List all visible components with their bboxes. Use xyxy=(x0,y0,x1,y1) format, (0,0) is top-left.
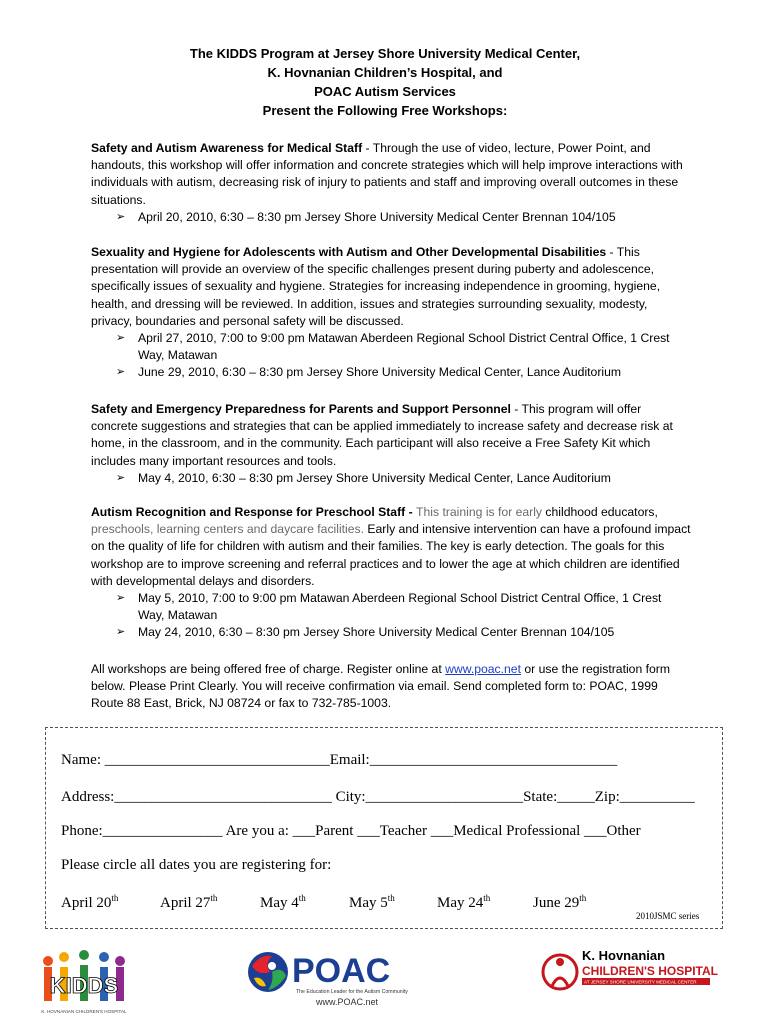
arrow-bullet-icon: ➢ xyxy=(116,592,126,605)
hospital-name-line-1: K. Hovnanian xyxy=(582,948,666,963)
workshop-1 xyxy=(91,140,691,226)
date-option-may-4[interactable]: May 4th xyxy=(260,893,306,911)
series-label: 2010JSMC series xyxy=(636,911,700,921)
workshop-2 xyxy=(91,244,691,382)
workshop-3-dates xyxy=(91,470,691,487)
date-item: ➢ May 4, 2010, 6:30 – 8:30 pm Jersey Shore University Medical Center, Lance Auditorium xyxy=(138,470,691,487)
workshop-1-description: Safety and Autism Awareness for Medical Staff - Through the use of video, lecture, Power Point, and handouts, this workshop will offer information and concrete strategies which will help improve interactions with individuals with autism, decreasing risk of injury to patients and staff and improving overall outcomes in these situations. xyxy=(91,141,683,207)
arrow-bullet-icon: ➢ xyxy=(116,626,126,639)
poac-globe-icon xyxy=(248,952,288,992)
arrow-bullet-icon: ➢ xyxy=(116,332,126,345)
registration-info: All workshops are being offered free of charge. Register online at www.poac.net or use the registration form below. Please Print Clearly. You will receive confirmation via email. Send completed form to: POAC, 1999 Route 88 East, Brick, NJ 08724 or fax to 732-785-1003. xyxy=(91,662,670,711)
workshop-2-heading: Sexuality and Hygiene for Adolescents with Autism and Other Developmental Disabilities xyxy=(91,245,607,259)
date-item: ➢ June 29, 2010, 6:30 – 8:30 pm Jersey Shore University Medical Center, Lance Auditorium xyxy=(138,364,691,381)
poac-tagline: The Education Leader for the Autism Community xyxy=(296,989,408,995)
date-item: ➢ May 5, 2010, 7:00 to 9:00 pm Matawan Aberdeen Regional School District Central Office, 1 Crest Way, Matawan xyxy=(116,591,662,623)
title-line-3: POAC Autism Services xyxy=(314,84,456,99)
kidds-caption: K. HOVNANIAN CHILDREN'S HOSPITAL xyxy=(41,1009,127,1014)
workshop-2-dates xyxy=(91,330,691,382)
arrow-bullet-icon: ➢ xyxy=(116,210,126,223)
document-title xyxy=(0,44,770,120)
name-email-field[interactable]: Name: ______________________________Email:_________________________________ xyxy=(61,752,618,768)
hospital-logo xyxy=(540,942,720,1002)
workshop-3-description: Safety and Emergency Preparedness for Parents and Support Personnel - This program will offer concrete suggestions and strategies that can be applied immediately to increase safety and decrease risk at home, in the classroom, and in the community. Each participant will also receive a Free Safety Kit which includes many important resources and tools. xyxy=(91,402,673,468)
date-item: ➢ April 27, 2010, 7:00 to 9:00 pm Matawan Aberdeen Regional School District Central Office, 1 Crest Way, Matawan xyxy=(116,331,670,363)
title-line-2: K. Hovnanian Children’s Hospital, and xyxy=(267,65,503,80)
date-option-april-27[interactable]: April 27th xyxy=(160,893,218,911)
workshop-1-heading: Safety and Autism Awareness for Medical Staff xyxy=(91,141,363,155)
title-line-1: The KIDDS Program at Jersey Shore University Medical Center, xyxy=(189,46,581,61)
hospital-name-line-3: AT JERSEY SHORE UNIVERSITY MEDICAL CENTER xyxy=(584,979,697,985)
workshop-2-description: Sexuality and Hygiene for Adolescents with Autism and Other Developmental Disabilities - This presentation will provide an overview of the specific challenges present during puberty and adolescence, specifically issues of sexuality and hygiene. Strategies for increasing independence in grooming, hygiene, health, and dressing will be reviewed. In addition, issues and strategies surrounding sexuality, modesty, privacy, boundaries and personal safety will be discussed. xyxy=(91,245,661,328)
workshop-4-heading: Autism Recognition and Response for Preschool Staff - xyxy=(91,505,417,519)
title-line-4: Present the Following Free Workshops: xyxy=(262,103,508,118)
date-option-may-24[interactable]: May 24th xyxy=(437,893,491,911)
kidds-wordmark: KIDDS xyxy=(49,973,119,998)
address-field[interactable]: Address:_____________________________ City:_____________________State:_____Zip:__________ xyxy=(61,789,695,805)
date-option-april-20[interactable]: April 20th xyxy=(61,893,119,911)
workshop-4-description: Autism Recognition and Response for Preschool Staff - This training is for early childhood educators, preschools, learning centers and daycare facilities. Early and intensive intervention can have a profound impact on the quality of life for children with autism and their families. The key is early detection. The goals for this workshop are to improve screening and referral practices and to lower the age at which children are identified with developmental delays and disorders. xyxy=(91,505,691,588)
phone-role-field[interactable]: Phone:________________ Are you a: ___Parent ___Teacher ___Medical Professional ___Other xyxy=(61,823,641,839)
poac-website-link[interactable]: www.poac.net xyxy=(445,662,521,676)
date-option-june-29[interactable]: June 29th xyxy=(533,893,587,911)
workshop-4-dates xyxy=(91,590,691,642)
workshop-3 xyxy=(91,401,691,487)
poac-url: www.POAC.net xyxy=(316,997,379,1007)
circle-dates-prompt: Please circle all dates you are registering for: xyxy=(61,857,332,873)
workshop-1-dates xyxy=(91,209,691,226)
poac-wordmark: POAC xyxy=(292,952,391,990)
hospital-child-icon xyxy=(543,955,577,989)
date-option-may-5[interactable]: May 5th xyxy=(349,893,395,911)
date-item: ➢ May 24, 2010, 6:30 – 8:30 pm Jersey Shore University Medical Center Brennan 104/105 xyxy=(138,624,691,641)
workshop-4 xyxy=(91,504,691,642)
arrow-bullet-icon: ➢ xyxy=(116,366,126,379)
arrow-bullet-icon: ➢ xyxy=(116,471,126,484)
hospital-name-line-2: CHILDREN'S HOSPITAL xyxy=(582,964,718,978)
date-item: ➢ April 20, 2010, 6:30 – 8:30 pm Jersey Shore University Medical Center Brennan 104/105 xyxy=(138,209,691,226)
kidds-logo xyxy=(34,941,134,1019)
poac-logo xyxy=(246,946,410,1010)
workshop-3-heading: Safety and Emergency Preparedness for Parents and Support Personnel xyxy=(91,402,511,416)
